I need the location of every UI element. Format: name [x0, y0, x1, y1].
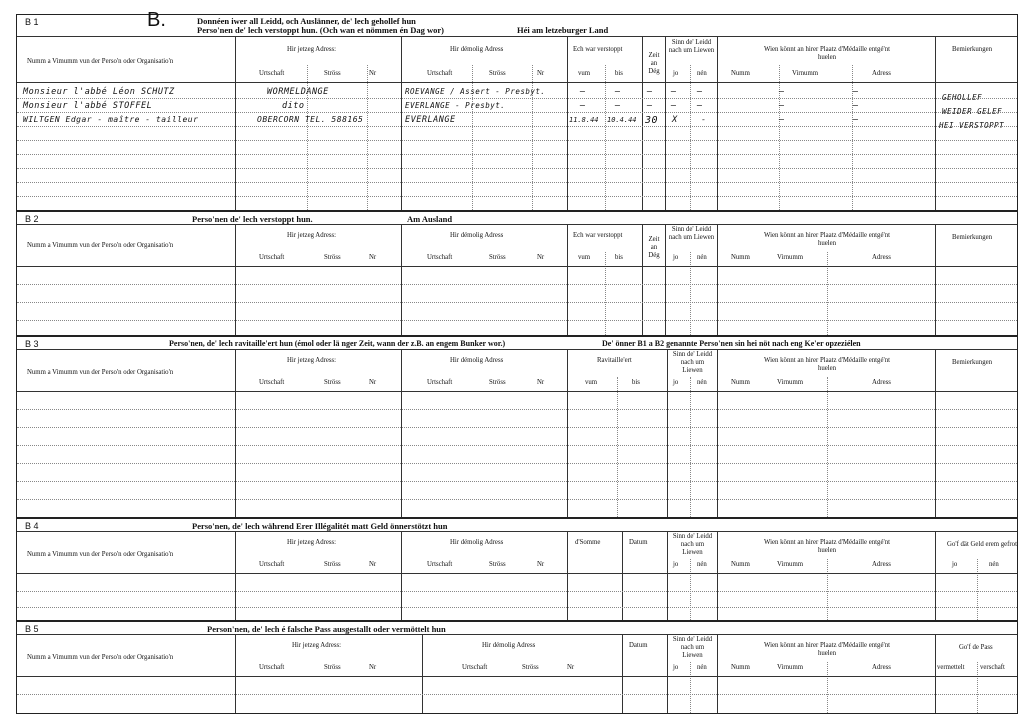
sub-jo: jo — [673, 664, 679, 671]
col-datum-header: Datum — [629, 539, 648, 546]
row2-current: dito — [282, 101, 305, 111]
row1-zeit: — — [647, 87, 653, 97]
sub-urtschaft-2: Urtschaft — [427, 561, 453, 568]
sub-urtschaft: Urtschaft — [259, 379, 285, 386]
sub-nen: nén — [697, 664, 707, 671]
sub-bis: bis — [632, 379, 640, 386]
col-hidden-header: Ech war verstoppt — [573, 232, 623, 239]
row1-vum: — — [580, 87, 586, 97]
row1-medal1: — — [779, 87, 785, 97]
col-former-header: Hir démolig Adress — [450, 232, 504, 239]
col-remarks-header: Bemierkungen — [952, 46, 993, 53]
sub-numm: Numm — [731, 70, 750, 77]
sub-nr-2: Nr — [537, 561, 545, 568]
sub-nr: Nr — [369, 664, 377, 671]
sub-adress: Adress — [872, 379, 891, 386]
sub-nr-2: Nr — [537, 70, 545, 77]
row3-remark: HEI VERSTOPPT — [939, 121, 1005, 130]
row3-bis: 10.4.44 — [607, 116, 637, 124]
col-victims-header: Sinn de' Leidd nach um Liewen — [672, 533, 713, 556]
sub-nr: Nr — [369, 254, 377, 261]
sub-urtschaft-2: Urtschaft — [427, 70, 453, 77]
row2-jo: — — [671, 101, 677, 111]
sub-urtschaft: Urtschaft — [259, 664, 285, 671]
sub-virnumm: Virnumm — [777, 561, 804, 568]
col-pass-header: Go'f de Pass — [959, 644, 993, 651]
row3-medal2: — — [853, 115, 859, 125]
sub-nr: Nr — [369, 379, 377, 386]
sub-adress: Adress — [872, 664, 891, 671]
sub-stross: Ströss — [324, 70, 341, 77]
row2-zeit: — — [647, 101, 653, 111]
row3-zeit: 30 — [645, 115, 659, 126]
row2-remark: WEIDER GELEF — [942, 107, 1003, 116]
section-title-b: Am Ausland — [407, 214, 453, 224]
col-victims-header: Sinn de' Leidd nach um Liewen — [672, 351, 713, 374]
col-former-header: Hir démolig Adress — [450, 539, 504, 546]
col-medal-header: Wien könnt an hirer Plaatz d'Médaille entgé'nt huelen — [764, 357, 890, 372]
sub-urtschaft: Urtschaft — [259, 561, 285, 568]
section-code: B 2 — [25, 214, 39, 224]
row2-medal2: — — [853, 101, 859, 111]
col-somme-header: d'Somme — [575, 539, 601, 546]
section-b2 — [16, 211, 1018, 336]
section-b4 — [16, 518, 1018, 621]
col-medal-header: Wien könnt an hirer Plaatz d'Médaille entgé'nt huelen — [764, 232, 890, 247]
col-medal-header: Wien könnt an hirer Plaatz d'Médaille entgé'nt huelen — [764, 539, 890, 554]
sub-stross-2: Ströss — [489, 70, 506, 77]
row2-vum: — — [580, 101, 586, 111]
sub-vum: vum — [578, 70, 591, 77]
row2-nen: — — [697, 101, 703, 111]
col-victims-header: Sinn de' Leidd nach um Liewen — [668, 39, 715, 54]
sub-nen: nén — [697, 254, 707, 261]
sub-jo: jo — [673, 254, 679, 261]
sub-nr-2: Nr — [537, 379, 545, 386]
sub-jo: jo — [673, 379, 679, 386]
row3-former: EVERLANGE — [405, 115, 456, 125]
col-name-header: Numm a Vimumm vun der Perso'n oder Organisatio'n — [27, 369, 174, 376]
row2-former: EVERLANGE - Presbyt. — [405, 101, 506, 110]
sub-virnumm: Virnumm — [777, 254, 804, 261]
sub-nen: nén — [697, 70, 707, 77]
row3-vum: 11.8.44 — [569, 116, 599, 124]
col-current-header: Hir jetzeg Adress: — [287, 357, 337, 364]
row3-name: WILTGEN Edgar - maître - tailleur — [23, 115, 199, 124]
col-victims-header: Sinn de' Leidd nach um Liewen — [672, 636, 713, 659]
col-name-header: Numm a Vimumm vun der Perso'n oder Organisatio'n — [27, 58, 174, 65]
sub-numm: Numm — [731, 379, 750, 386]
sub-urtschaft-2: Urtschaft — [462, 664, 488, 671]
col-time-header: Zeit an Dég — [648, 52, 660, 75]
sub-urtschaft-2: Urtschaft — [427, 254, 453, 261]
col-geld-header: Go'f dät Geld erem gefrot — [947, 541, 1017, 548]
sub-stross: Ströss — [324, 254, 341, 261]
section-title: Perso'nen, de' lech während Erer Illégalitét matt Geld önnerstötzt hun — [192, 521, 448, 531]
col-medal-header: Wien könnt an hirer Plaatz d'Médaille entgé'nt huelen — [764, 642, 890, 657]
form-letter: B. — [147, 9, 166, 31]
sub-nr: Nr — [369, 561, 377, 568]
sub-bis: bis — [615, 70, 623, 77]
sub-stross-2: Ströss — [489, 254, 506, 261]
row3-current: OBERCORN TEL. 588165 — [257, 115, 364, 124]
section-code: B 3 — [25, 339, 39, 349]
col-current-header: Hir jetzeg Adress: — [287, 232, 337, 239]
sub-stross: Ströss — [324, 379, 341, 386]
sub-jo: jo — [673, 561, 679, 568]
row1-current: WORMELDANGE — [267, 87, 329, 97]
sub-numm: Numm — [731, 254, 750, 261]
section-title: Person'nen, de' lech é falsche Pass ausgestallt oder vermöttelt hun — [207, 624, 446, 634]
sub-numm: Numm — [731, 561, 750, 568]
col-current-header: Hir jetzeg Adress: — [287, 46, 337, 53]
sub-vermettelt: vermettelt — [937, 664, 965, 671]
col-current-header: Hir jetzeg Adress: — [287, 539, 337, 546]
row1-medal2: — — [853, 87, 859, 97]
row1-former: ROEVANGE / Assert - Presbyt. — [405, 87, 546, 96]
row3-jo: X — [672, 115, 678, 125]
row3-medal1: — — [779, 115, 785, 125]
sub-adress: Adress — [872, 254, 891, 261]
col-remarks-header: Bemierkungen — [952, 359, 993, 366]
col-victims-header: Sinn de' Leidd nach um Liewen — [668, 226, 715, 241]
section-b1 — [16, 9, 1018, 211]
sub-virnumm: Virnumm — [792, 70, 819, 77]
row3-nen: - — [701, 115, 707, 125]
row2-medal1: — — [779, 101, 785, 111]
section-title: Perso'nen de' lech verstoppt hun. — [192, 214, 313, 224]
col-datum-header: Datum — [629, 642, 648, 649]
row1-bis: — — [615, 87, 621, 97]
sub-nr: Nr — [369, 70, 377, 77]
col-ravit-header: Ravitaille'ert — [597, 357, 632, 364]
sub-numm: Numm — [731, 664, 750, 671]
section-code: B 5 — [25, 624, 39, 634]
sub-urtschaft: Urtschaft — [259, 254, 285, 261]
sub-urtschaft: Urtschaft — [259, 70, 285, 77]
col-name-header: Numm a Vimumm vun der Perso'n oder Organisatio'n — [27, 551, 174, 558]
sub-stross-2: Ströss — [522, 664, 539, 671]
col-name-header: Numm a Vimumm vun der Perso'n oder Organisatio'n — [27, 242, 174, 249]
col-former-header: Hir démolig Adress — [450, 357, 504, 364]
sub-jo: jo — [673, 70, 679, 77]
section-title: Perso'nen, de' lech ravitaille'ert hun (émol oder lä nger Zeit, wann der z.B. an engem Bunker wor.) — [169, 339, 506, 348]
col-hidden-header: Ech war verstoppt — [573, 46, 623, 53]
sub-adress: Adress — [872, 561, 891, 568]
row1-jo: — — [671, 87, 677, 97]
row1-remark: GEHOLLEF — [942, 93, 983, 102]
sub-stross: Ströss — [324, 664, 341, 671]
sub-stross-2: Ströss — [489, 379, 506, 386]
sub-virnumm: Virnumm — [777, 379, 804, 386]
sub-vum: vum — [585, 379, 598, 386]
section-b3 — [16, 336, 1018, 518]
sub-nr-2: Nr — [537, 254, 545, 261]
col-name-header: Numm a Vimumm vun der Perso'n oder Organisatio'n — [27, 654, 174, 661]
sub-virnumm: Virnumm — [777, 664, 804, 671]
form-sheet — [16, 9, 1018, 714]
sub-adress: Adress — [872, 70, 891, 77]
col-former-header: Hir démolig Adress — [450, 46, 504, 53]
col-medal-header: Wien könnt an hirer Plaatz d'Médaille entgé'nt huelen — [764, 46, 890, 61]
col-remarks-header: Bemierkungen — [952, 234, 993, 241]
section-b5 — [16, 621, 1018, 714]
col-current-header: Hir jetzeg Adress: — [292, 642, 342, 649]
col-time-header: Zeit an Dég — [648, 236, 660, 259]
row1-nen: — — [697, 87, 703, 97]
row1-name: Monsieur l'abbé Léon SCHUTZ — [23, 87, 175, 97]
sub-geld-nen: nén — [989, 561, 999, 568]
sub-nen: nén — [697, 379, 707, 386]
section-code: B 4 — [25, 521, 39, 531]
sub-stross-2: Ströss — [489, 561, 506, 568]
section-subtitle: Perso'nen de' lech verstoppt hun. (Och wan et nömmen én Dag wor) — [197, 25, 444, 35]
sub-bis: bis — [615, 254, 623, 261]
row2-name: Monsieur l'abbé STOFFEL — [23, 101, 153, 111]
row2-bis: — — [615, 101, 621, 111]
section-title-b: De' önner B1 a B2 genannte Perso'nen sin hei nöt nach eng Ke'er opzeziélen — [602, 339, 861, 348]
sub-nen: nén — [697, 561, 707, 568]
sub-vum: vum — [578, 254, 591, 261]
section-title: Donnéen iwer all Leidd, och Auslänner, de' lech gehollef hun — [197, 16, 416, 26]
sub-stross: Ströss — [324, 561, 341, 568]
sub-geld-jo: jo — [952, 561, 958, 568]
section-code: B 1 — [25, 17, 39, 27]
sub-urtschaft-2: Urtschaft — [427, 379, 453, 386]
col-former-header: Hir démolig Adress — [482, 642, 536, 649]
section-subtitle-b: Héi am letzeburger Land — [517, 25, 609, 35]
sub-nr-2: Nr — [567, 664, 575, 671]
sub-verschaft: verschaft — [980, 664, 1005, 671]
